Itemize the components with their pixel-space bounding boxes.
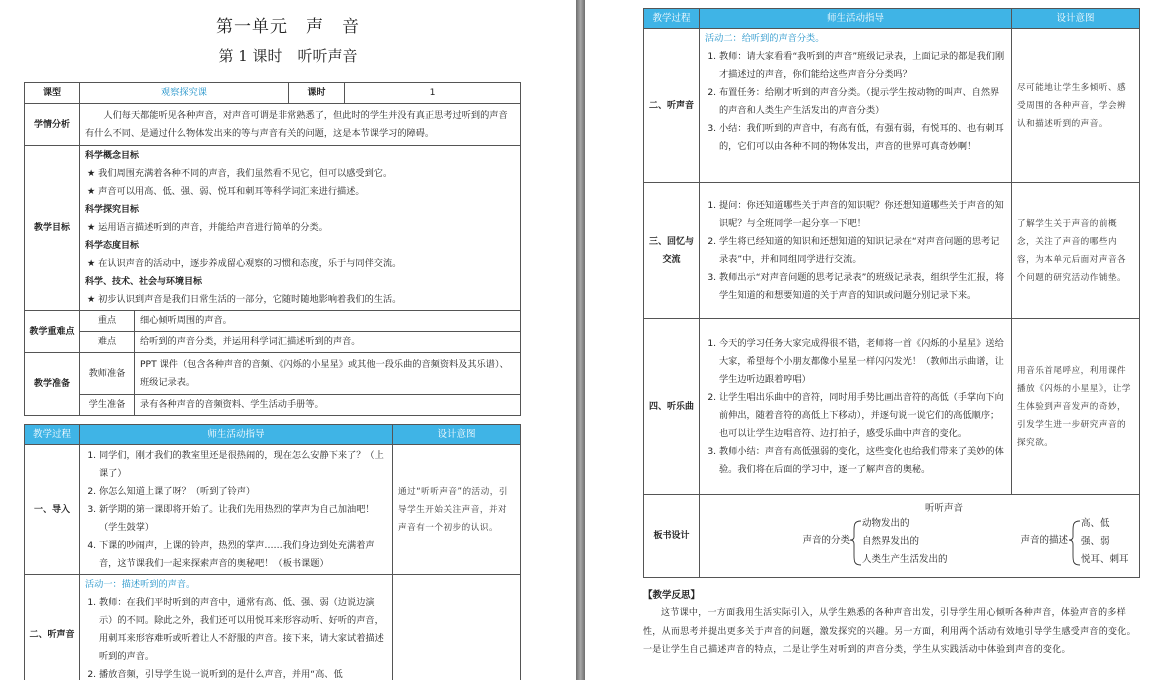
goal-item: ★ 我们周围充满着各种不同的声音，我们虽然看不见它，但可以感受到它。: [87, 168, 393, 179]
design-intent: 尽可能地让学生多倾听、感受周围的各种声音，学会辨认和描述听到的声音。: [1012, 29, 1140, 183]
header-process: 教学过程: [644, 9, 700, 29]
stage-label: 二、听声音: [25, 575, 80, 680]
activity-item: 3. 教师出示“对声音问题的思考记录表”的班级记录表，组织学生汇报，将学生知道的和想要知道的关于声音的知识或问题分别记录下来。: [719, 269, 1006, 305]
stage-activities: [700, 183, 1012, 319]
goal-heading: 科学探究目标: [85, 205, 140, 215]
unit-title: 第一单元 声 音: [216, 17, 360, 37]
design-intent: 了解学生关于声音的前概念，关注了声音的哪些内容，为本单元后面对声音各个问题的研究活动作铺垫。: [1012, 183, 1140, 319]
stage-label: 二、听声音: [644, 29, 700, 183]
activity-item: 1. 教师：请大家看看“我听到的声音”班级记录表，上面记录的都是我们刚才描述过的声音，你们能给这些声音分分类吗？: [719, 48, 1006, 84]
activity-item: 3. 小结：我们听到的声音中，有高有低，有强有弱，有悦耳的、也有刺耳的，它们可以由各种不同的物体发出，声音的世界可真奇妙啊！: [719, 120, 1006, 156]
activity-item: 2. 你怎么知道上课了呀？（听到了铃声）: [99, 483, 387, 501]
stage-label: 一、导入: [25, 445, 80, 575]
board-diagram: [700, 495, 1138, 577]
hours-label: 课时: [289, 83, 345, 104]
design-intent: 通过“听听声音”的活动，引导学生开始关注声音，并对声音有一个初步的认识。: [393, 445, 521, 575]
stage-activities: [80, 445, 393, 575]
goal-item: ★ 声音可以用高、低、强、弱、悦耳和刺耳等科学词汇来进行描述。: [87, 186, 365, 197]
goal-heading: 科学概念目标: [85, 151, 140, 161]
activity-heading: 活动二：给听到的声音分类。: [705, 33, 825, 44]
reflection-heading: 【教学反思】: [643, 590, 701, 601]
board-right-caption: 声音的描述: [1020, 535, 1068, 546]
analysis-label: 学情分析: [25, 104, 80, 146]
process-table-right: [643, 8, 1140, 578]
activity-item: 1. 提问：你还知道哪些关于声音的知识呢？你还想知道哪些关于声音的知识呢？与全班同学一起分享一下吧！: [719, 197, 1006, 233]
hours-value: 1: [345, 83, 521, 104]
process-table-left: [24, 424, 521, 680]
left-brace-icon: [850, 521, 861, 565]
activity-item: 4. 下课的吵闹声，上课的铃声，热烈的掌声……我们身边到处充满着声音，这节课我们一起来探索声音的奥秘吧！（板书课题）: [99, 537, 387, 573]
student-prep-text: 录有各种声音的音频资料、学生活动手册等。: [135, 395, 521, 416]
type-label: 课型: [25, 83, 80, 104]
board-right-item: 高、低: [1081, 518, 1110, 529]
header-activity: 师生活动指导: [700, 9, 1012, 29]
activity-item: 2. 让学生唱出乐曲中的音符，同时用手势比画出音符的高低（手掌向下向前伸出，随着音符的高低上下移动），并逐句说一说它们的高低顺序；也可以让学生边唱音符、边打拍子，感受乐曲中声音的变化。: [719, 389, 1006, 443]
activity-item: 1. 教师：在我们平时听到的声音中，通常有高、低、强、弱（边说边演示）的不同。除此之外，我们还可以用悦耳来形容动听、好听的声音，用刺耳来形容难听或听着让人不舒服的声音。接下来，请大家试着描述听到的声音。: [99, 594, 387, 666]
difficulty-text: 给听到的声音分类，并运用科学词汇描述听到的声音。: [135, 332, 521, 353]
design-intent: 用音乐首尾呼应，利用课件播放《闪烁的小星星》，让学生体验到声音发声的奇妙，引发学生进一步研究声音的探究欲。: [1012, 319, 1140, 495]
activity-item: 2. 学生将已经知道的知识和还想知道的知识记录在“对声音问题的思考记录表”中，并和同组同学进行交流。: [719, 233, 1006, 269]
stage-activities: [700, 319, 1012, 495]
board-label: 板书设计: [644, 495, 700, 578]
header-process: 教学过程: [25, 425, 80, 445]
teacher-prep-label: 教师准备: [80, 353, 135, 395]
board-right-item: 强、弱: [1081, 536, 1110, 547]
activity-item: 1. 今天的学习任务大家完成得很不错，老师将一首《闪烁的小星星》送给大家，希望每个小朋友都像小星星一样闪闪发光！（教师出示曲谱，让学生边听边跟着哼唱）: [719, 335, 1006, 389]
keypoints-label: 教学重难点: [25, 311, 80, 353]
student-prep-label: 学生准备: [80, 395, 135, 416]
analysis-text: 人们每天都能听见各种声音，对声音可谓是非常熟悉了，但此时的学生并没有真正思考过听到的声音有什么不同、是通过什么物体发出来的等与声音有关的问题，这是本节课学习的障碍。: [80, 104, 521, 146]
difficulty-label: 难点: [80, 332, 135, 353]
stage-activities: [80, 575, 393, 680]
header-activity: 师生活动指导: [80, 425, 393, 445]
activity-item: 2. 布置任务：给刚才听到的声音分类。（提示学生按动物的叫声、自然界的声音和人类生产生活发出的声音分类）: [719, 84, 1006, 120]
goals-cell: [80, 146, 521, 311]
board-left-item: 自然界发出的: [862, 536, 920, 547]
goal-heading: 科学态度目标: [85, 241, 140, 251]
reflection-text: 这节课中，一方面我用生活实际引入，从学生熟悉的各种声音出发，引导学生用心倾听各种声音，体验声音的多样性，从而思考并提出更多关于声音的问题，激发探究的兴趣。另一方面，利用两个活动有效地引导学生感受声音的变化。一是让学生自己描述声音的特点，二是让学生对听到的声音分类，学生从实践活动中体验到声音的变化。: [643, 608, 1136, 655]
left-page: [0, 0, 576, 680]
board-left-item: 人类生产生活发出的: [862, 554, 948, 565]
key-label: 重点: [80, 311, 135, 332]
board-right-item: 悦耳、刺耳: [1081, 554, 1129, 565]
activity-heading: 活动一：描述听到的声音。: [85, 579, 196, 590]
board-design: [700, 495, 1140, 578]
goal-item: ★ 初步认识到声音是我们日常生活的一部分，它随时随地影响着我们的生活。: [87, 294, 402, 305]
goal-item: ★ 运用语言描述听到的声音，并能给声音进行简单的分类。: [87, 222, 328, 233]
board-left-caption: 声音的分类: [802, 535, 850, 546]
goal-item: ★ 在认识声音的活动中，逐步养成留心观察的习惯和态度，乐于与同伴交流。: [87, 258, 402, 269]
board-title: 听听声音: [924, 503, 964, 514]
activity-item: 3. 新学期的第一课即将开始了。让我们先用热烈的掌声为自己加油吧！（学生鼓掌）: [99, 501, 387, 537]
stage-activities: [700, 29, 1012, 183]
goals-label: 教学目标: [25, 146, 80, 311]
activity-item: 1. 同学们，刚才我们的教室里还是很热闹的，现在怎么安静下来了？（上课了）: [99, 447, 387, 483]
activity-item: 2. 播放音频，引导学生说一说听到的是什么声音，并用“高、低: [99, 666, 387, 680]
stage-label: 三、回忆与交流: [644, 183, 700, 319]
activity-item: 3. 教师小结：声音有高低强弱的变化，这些变化也给我们带来了美妙的体验。我们将在后面的学习中，逐一了解声音的奥秘。: [719, 443, 1006, 479]
header-intent: 设计意图: [1012, 9, 1140, 29]
prep-label: 教学准备: [25, 353, 80, 416]
key-text: 细心倾听周围的声音。: [135, 311, 521, 332]
goal-heading: 科学、技术、社会与环境目标: [85, 277, 203, 287]
teacher-prep-text: PPT 课件（包含各种声音的音频、《闪烁的小星星》或其他一段乐曲的音频资料及其乐谱）、班级记录表。: [135, 353, 521, 395]
right-brace-icon: [1069, 521, 1080, 565]
design-intent: [393, 575, 521, 680]
header-intent: 设计意图: [393, 425, 521, 445]
info-table: [24, 82, 521, 416]
stage-label: 四、听乐曲: [644, 319, 700, 495]
type-value: 观察探究课: [80, 83, 289, 104]
board-left-item: 动物发出的: [862, 518, 910, 529]
lesson-title: 第 1 课时 听听声音: [218, 47, 358, 65]
book-gutter: [576, 0, 585, 680]
right-page: [585, 0, 1166, 680]
